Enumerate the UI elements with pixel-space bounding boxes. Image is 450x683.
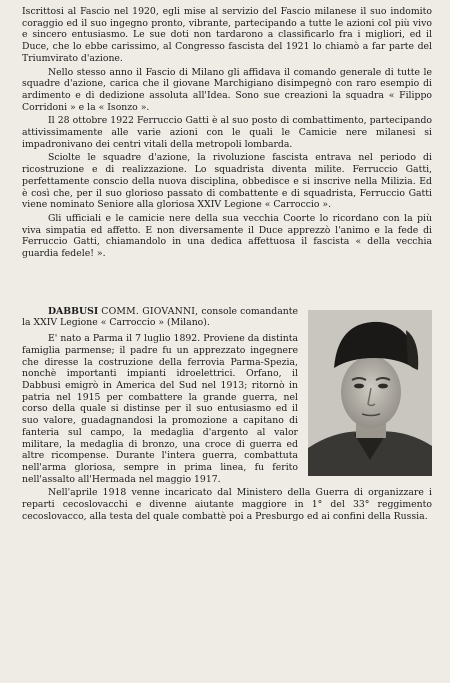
paragraph: Nello stesso anno il Fascio di Milano gli affidava il comando generale di tutte le squadre d'azione, carica che il giovane Marchigiano disimpegnò con raro esempio di ardimento e di dedizione assoluta all'Idea. Sono sue creazioni la squadra « Filippo Corridoni » e la « Isonzo ». bbox=[22, 66, 432, 113]
bio-paragraph-1: E' nato a Parma il 7 luglio 1892. Proviene da distinta famiglia parmense; il padre fu un apprezzato ingegnere che diresse la costruzione della ferrovia Parma-Spezia, nonchè importanti impianti idroelettrici. Orfano, il Dabbusi emigrò in America del Sud nel 1913; ritornò in patria nel 1915 per combattere la grande guerra, nel corso della quale si distinse per il suo entusiasmo ed il suo valore, guadagnandosi la promozione a capitano di fanteria sul campo, la medaglia d'argento al valor militare, la medaglia di bronzo, una croce di guerra ed altre ricompense. Durante l'intera guerra, combattuta nell'arma gloriosa, sempre in prima linea, fu ferito nell'assalto all'Hermada nel maggio 1917. bbox=[22, 333, 298, 485]
bio-intro-rest: console comandante la XXIV Legione « Carroccio » (Milano). bbox=[22, 305, 298, 329]
paragraph: Nell'aprile 1918 venne incaricato dal Ministero della Guerra di organizzare i reparti cecoslovacchi e divenne aiutante maggiore in 1° del 33° reggimento cecoslovacco, alla testa del quale combattè poi a Presburgo ed ai confini della Russia. bbox=[22, 487, 432, 522]
person-name: DABBUSI bbox=[48, 305, 99, 317]
document-page bbox=[22, 6, 432, 522]
person-title: COMM. GIOVANNI, bbox=[101, 305, 199, 317]
dabbusi-section bbox=[22, 306, 432, 523]
paragraph: Gli ufficiali e le camicie nere della sua vecchia Coorte lo ricordano con la più viva simpatia ed affetto. E non diversamente il Duce apprezzò l'animo e la fede di Ferruccio Gatti, chiamandolo in una dedica affettuosa il fascista « della vecchia guardia fedele! ». bbox=[22, 212, 432, 260]
paragraph: Il 28 ottobre 1922 Ferruccio Gatti è al suo posto di combattimento, partecipando attivissimamente alle varie azioni con le quali le Camicie nere milanesi si impadronivano dei centri vitali della metropoli lombarda. bbox=[22, 115, 432, 150]
paragraph: Iscrittosi al Fascio nel 1920, egli mise al servizio del Fascio milanese il suo indomito coraggio ed il suo ingegno pronto, vibrante, partecipando a tutte le azioni col più vivo e sincero entusiasmo. Le sue doti non tardarono a classificarlo fra i migliori, ed il Duce, che lo ebbe carissimo, al Congresso fascista del 1921 lo chiamò a far parte del Triumvirato d'azione. bbox=[22, 6, 432, 64]
gatti-section bbox=[22, 6, 432, 260]
portrait-photo bbox=[308, 310, 432, 476]
paragraph: Sciolte le squadre d'azione, la rivoluzione fascista entrava nel periodo di ricostruzione e di realizzazione. Lo squadrista diventa milite. Ferruccio Gatti, perfettamente conscio della nuova disciplina, obbedisce e si inscrive nella Milizia. Ed è così che, per il suo glorioso passato di combattente e di squadrista, Ferruccio Gatti viene nominato Seniore alla gloriosa XXIV Legione « Carroccio ». bbox=[22, 152, 432, 211]
